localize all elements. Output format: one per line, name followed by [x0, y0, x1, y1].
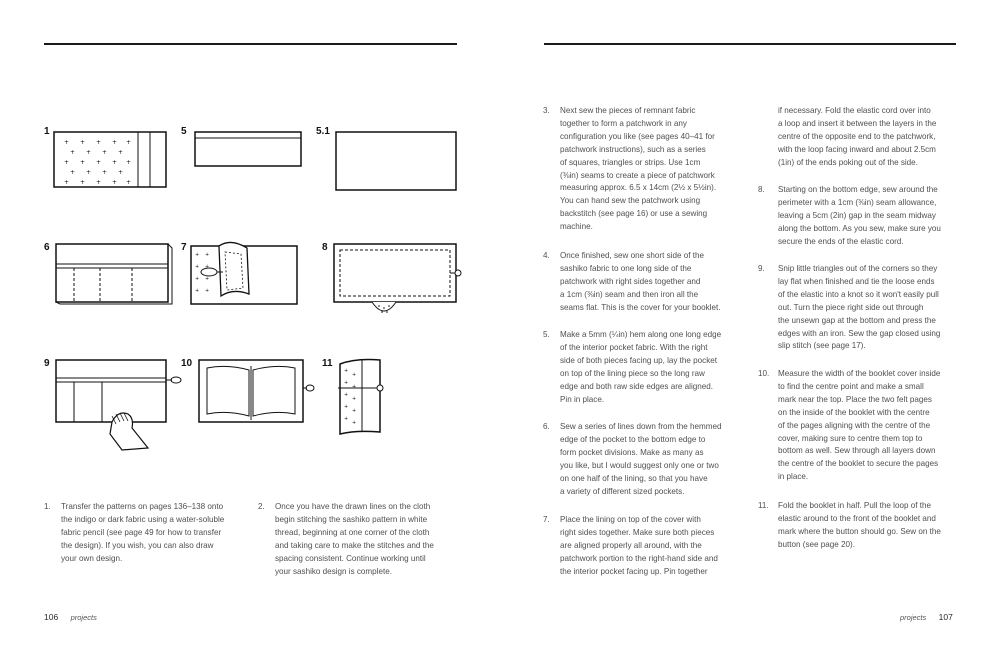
figure-10-drawing: [195, 358, 315, 428]
svg-text:+: +: [70, 169, 76, 176]
text-line: centre of the opposite end to the patchwork,: [778, 131, 936, 141]
figure-number: 5.1: [316, 126, 330, 137]
text-line: Fold the booklet in half. Pull the loop of the: [778, 501, 931, 510]
svg-text:+: +: [80, 159, 86, 166]
svg-text:+: +: [352, 372, 357, 378]
text-line: of squares, triangles or strips. Use 1cm: [560, 157, 701, 167]
text-line: sashiko fabric to one long side of the: [560, 263, 692, 273]
text-line: button (see page 20).: [778, 539, 855, 549]
text-line: Pin in place.: [560, 394, 605, 404]
text-line: right sides together. Make sure both pieces: [560, 527, 715, 537]
step-text: [778, 105, 936, 170]
svg-text:+: +: [112, 179, 118, 186]
text-line: along the bottom. As you sew, make sure you: [778, 223, 941, 233]
figure-7-drawing: [189, 242, 301, 308]
svg-text:+: +: [195, 288, 200, 294]
step-text: [560, 421, 722, 498]
svg-text:+: +: [112, 159, 118, 166]
svg-text:+: +: [80, 139, 86, 146]
step-number: 8.: [758, 185, 765, 194]
text-line: your own design.: [61, 553, 123, 563]
step-text: [560, 514, 718, 579]
text-line: Measure the width of the booklet cover inside: [778, 369, 941, 378]
text-line: Starting on the bottom edge, sew around the: [778, 185, 938, 194]
step-text: [778, 184, 941, 249]
svg-text:+: +: [205, 276, 210, 282]
svg-text:+: +: [64, 159, 70, 166]
step-number: 9.: [758, 264, 765, 273]
svg-text:+: +: [96, 139, 102, 146]
figure-11-drawing: [336, 358, 406, 438]
text-line: spacing consistent. Continue working until: [275, 553, 426, 563]
svg-text:+: +: [352, 408, 357, 414]
text-line: (1in) of the ends poking out of the side.: [778, 157, 918, 167]
figure-1-drawing: [52, 130, 170, 190]
text-line: begin stitching the sashiko pattern in white: [275, 514, 428, 524]
text-line: out. Turn the piece right side out through: [778, 302, 924, 312]
svg-text:+: +: [195, 252, 200, 258]
step-text: [560, 105, 716, 234]
text-line: form pocket divisions. Make as many as: [560, 447, 704, 457]
step-text: [61, 501, 224, 566]
section-name: projects: [900, 613, 927, 622]
text-line: lay flat when finished and tie the loose ends: [778, 276, 935, 286]
page-folio: [900, 612, 953, 622]
text-line: leaving a 5cm (2in) gap in the seam midway: [778, 210, 936, 220]
text-line: to find the centre point and make a small: [778, 381, 924, 391]
figure-5-drawing: [193, 130, 305, 170]
text-line: Place the lining on top of the cover with: [560, 515, 701, 524]
text-line: Snip little triangles out of the corners so they: [778, 264, 938, 273]
figure-number: 9: [44, 358, 50, 369]
svg-text:+: +: [352, 384, 357, 390]
svg-text:+: +: [86, 169, 92, 176]
svg-text:+: +: [352, 420, 357, 426]
text-line: the design). If you wish, you can also draw: [61, 540, 214, 550]
text-line: the indigo or dark fabric using a water-soluble: [61, 514, 225, 524]
section-name: projects: [70, 613, 97, 622]
svg-text:+: +: [64, 179, 70, 186]
figure-number: 11: [322, 358, 333, 369]
step-number: 6.: [543, 422, 550, 431]
text-line: Once you have the drawn lines on the cloth: [275, 502, 431, 511]
text-line: Transfer the patterns on pages 136–138 onto: [61, 502, 224, 511]
text-line: with the loop facing inward and about 2.5cm: [778, 144, 936, 154]
text-line: measuring approx. 6.5 x 14cm (2½ x 5½in).: [560, 183, 717, 193]
text-line: patchwork instructions), such as a series: [560, 144, 706, 154]
text-line: are aligned properly all around, with the: [560, 540, 702, 550]
text-line: perimeter with a 1cm (⅜in) seam allowance,: [778, 197, 937, 207]
figure-number: 10: [181, 358, 193, 369]
page-number: 106: [44, 612, 59, 622]
text-line: Make a 5mm (¼in) hem along one long edge: [560, 330, 722, 339]
text-line: a 1cm (⅜in) seam and then iron all the: [560, 289, 699, 299]
text-line: bottom as well. Sew through all layers down: [778, 446, 936, 456]
text-line: seams flat. This is the cover for your booklet.: [560, 302, 721, 312]
step-number: 11.: [758, 501, 769, 510]
svg-text:+: +: [80, 179, 86, 186]
text-line: a variety of different sized pockets.: [560, 486, 685, 496]
text-line: in place.: [778, 472, 809, 482]
svg-text:+: +: [102, 169, 108, 176]
text-line: the interior pocket facing up. Pin together: [560, 566, 708, 576]
text-line: of the interior pocket fabric. With the right: [560, 342, 708, 352]
svg-text:+: +: [205, 252, 210, 258]
text-line: elastic around to the front of the booklet and: [778, 513, 936, 523]
svg-text:+: +: [205, 288, 210, 294]
text-line: your sashiko design is complete.: [275, 566, 392, 576]
text-line: fabric pencil (see page 49 for how to transfer: [61, 527, 222, 537]
svg-text:+: +: [118, 149, 124, 156]
text-line: and taking care to make the stitches and the: [275, 540, 434, 550]
text-line: slip stitch (see page 17).: [778, 341, 866, 351]
text-line: backstitch (see page 16) or use a sewing: [560, 209, 708, 219]
figure-6-drawing: [52, 242, 172, 306]
svg-text:+: +: [64, 139, 70, 146]
figure-number: 1: [44, 126, 50, 137]
page-number: 107: [938, 612, 953, 622]
figure-8-drawing: [332, 242, 462, 322]
text-line: patchwork with right sides together and: [560, 276, 701, 286]
step-text: [560, 250, 720, 315]
text-line: edges with an iron. Sew the gap closed using: [778, 328, 941, 338]
text-line: the centre of the booklet to secure the pages: [778, 459, 939, 469]
text-line: edge and both raw side edges are aligned.: [560, 381, 713, 391]
svg-text:+: +: [102, 149, 108, 156]
step-text: [275, 501, 434, 578]
text-line: cover, making sure to centre them top to: [778, 433, 923, 443]
top-rule: [44, 43, 457, 45]
text-line: the unsewn gap at the bottom and press the: [778, 315, 936, 325]
figure-number: 6: [44, 242, 50, 253]
step-number: 1.: [44, 502, 51, 511]
text-line: mark where the button should go. Sew on the: [778, 526, 941, 536]
text-line: secure the ends of the elastic cord.: [778, 236, 904, 246]
text-line: Once finished, sew one short side of the: [560, 251, 704, 260]
svg-text:+: +: [126, 139, 132, 146]
step-text: [778, 500, 941, 552]
text-line: on the inside of the booklet with the centre: [778, 407, 930, 417]
text-line: thread, beginning at one corner of the cloth: [275, 527, 430, 537]
step-text: [778, 368, 940, 484]
svg-text:+: +: [96, 159, 102, 166]
svg-text:+: +: [205, 264, 210, 270]
text-line: you like, but I would suggest only one or two: [560, 460, 719, 470]
step-number: 3.: [543, 106, 550, 115]
text-line: patchwork portion to the right-hand side and: [560, 553, 718, 563]
text-line: of the elastic into a knot so it won't easily pull: [778, 289, 939, 299]
svg-text:+: +: [195, 264, 200, 270]
figure-number: 8: [322, 242, 328, 253]
svg-text:+: +: [96, 179, 102, 186]
figure-5-1-drawing: [334, 130, 458, 194]
text-line: on top of the lining piece so the long raw: [560, 368, 705, 378]
svg-text:+: +: [86, 149, 92, 156]
right-page: [500, 0, 1000, 656]
figure-number: 7: [181, 242, 187, 253]
figure-9-drawing: [52, 358, 182, 450]
text-line: Sew a series of lines down from the hemmed: [560, 422, 722, 431]
step-number: 7.: [543, 515, 550, 524]
svg-text:+: +: [126, 179, 132, 186]
svg-text:+: +: [112, 139, 118, 146]
step-number: 2.: [258, 502, 265, 511]
step-number: 4.: [543, 251, 550, 260]
text-line: Next sew the pieces of remnant fabric: [560, 106, 696, 115]
step-number: 5.: [543, 330, 550, 339]
text-line: if necessary. Fold the elastic cord over into: [778, 106, 931, 115]
svg-text:+: +: [70, 149, 76, 156]
step-text: [778, 263, 940, 353]
top-rule: [544, 43, 956, 45]
text-line: configuration you like (see pages 40–41 for: [560, 131, 715, 141]
page-folio: [44, 612, 97, 622]
svg-text:+: +: [195, 276, 200, 282]
svg-text:+: +: [344, 404, 349, 410]
svg-text:+: +: [344, 368, 349, 374]
text-line: machine.: [560, 222, 593, 232]
svg-text:+: +: [344, 416, 349, 422]
text-line: (⅜in) seams to create a piece of patchwork: [560, 170, 715, 180]
text-line: a loop and insert it between the layers in the: [778, 118, 937, 128]
svg-text:+: +: [352, 396, 357, 402]
text-line: mark near the top. Place the two felt pages: [778, 394, 932, 404]
text-line: together to form a patchwork in any: [560, 118, 687, 128]
text-line: edge of the pocket to the bottom edge to: [560, 434, 706, 444]
step-text: [560, 329, 721, 406]
svg-text:+: +: [126, 159, 132, 166]
text-line: side of both pieces facing up, lay the pocket: [560, 355, 718, 365]
text-line: of the pages aligning with the centre of the: [778, 420, 931, 430]
svg-text:+: +: [118, 169, 124, 176]
text-line: on one half of the lining, so that you have: [560, 473, 708, 483]
figure-number: 5: [181, 126, 187, 137]
svg-text:+: +: [344, 380, 349, 386]
step-number: 10.: [758, 369, 770, 378]
text-line: You can hand sew the patchwork using: [560, 196, 701, 206]
svg-text:+: +: [344, 392, 349, 398]
